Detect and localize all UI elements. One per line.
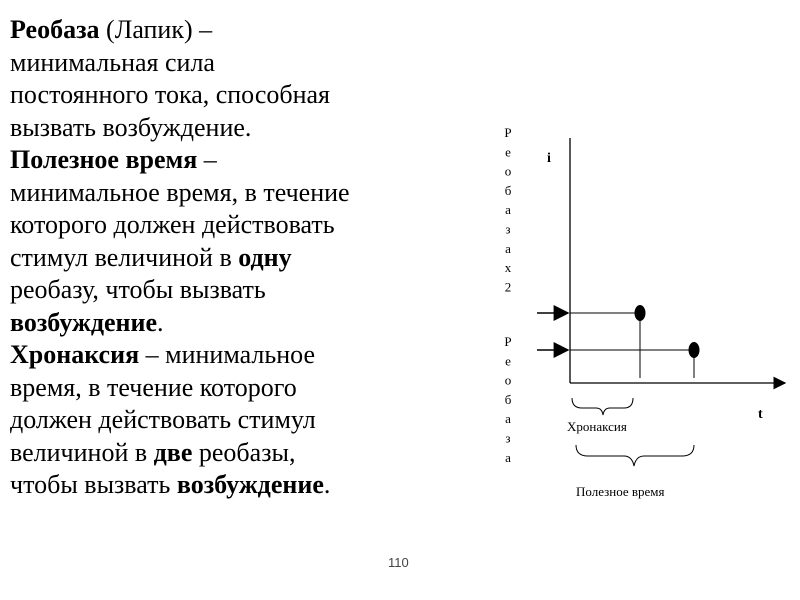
text-run: минимальная сила [10,47,215,77]
text-run: вызвать возбуждение. [10,112,252,142]
text-run: величиной в [10,437,154,467]
bold-term: две [153,437,193,467]
label-letter: е [505,144,511,160]
text-run: должен действовать стимул [10,405,316,434]
label-letter: б [504,182,512,198]
label-letter: з [505,221,511,237]
bold-term: возбуждение [176,470,324,499]
text-run: . [323,470,331,499]
text-run: – минимальное [139,340,315,369]
useful-time-point [689,342,700,358]
bold-term: Реобаза [10,15,100,44]
text-run: чтобы вызвать [10,470,177,499]
label-letter: х [504,260,512,276]
label-letter: о [504,163,512,179]
x-axis-label: t [758,407,763,422]
text-run: (Лапик) – [99,15,213,44]
bold-term: Полезное время [10,145,198,174]
bold-term: одну [238,242,292,272]
bold-term: Хронаксия [10,340,140,369]
text-run: реобазы, [192,437,296,467]
label-letter: е [505,353,511,369]
label-letter: б [504,391,512,407]
label-letter: о [504,372,512,388]
useful-time-label: Полезное время [576,484,665,499]
text-run: реобазу, чтобы вызвать [10,275,266,304]
bold-term: возбуждение [10,307,158,337]
upper-level-label [504,125,511,294]
text-run: . [157,307,164,337]
text-run: которого должен действовать [10,210,335,239]
lower-level-label [504,334,511,465]
label-letter: з [505,430,511,446]
label-letter: а [505,449,511,465]
chronaxie-point [635,305,646,321]
page-number: 110 [388,555,409,570]
chronaxie-brace [572,398,633,415]
text-run: время, в течение которого [10,372,297,402]
text-run: минимальное время, в течение [10,177,350,207]
chronaxie-label: Хронаксия [567,419,627,434]
label-letter: а [505,202,511,218]
label-letter: а [505,411,511,427]
text-run: стимул величиной в [10,242,239,272]
y-axis-label: i [547,151,551,166]
label-letter: Р [504,125,512,140]
useful-time-brace [576,445,694,466]
text-run: постоянного тока, способная [10,80,331,109]
label-letter: а [505,240,511,256]
text-run: – [197,145,217,174]
label-letter: Р [504,334,512,349]
label-letter: 2 [504,279,512,295]
